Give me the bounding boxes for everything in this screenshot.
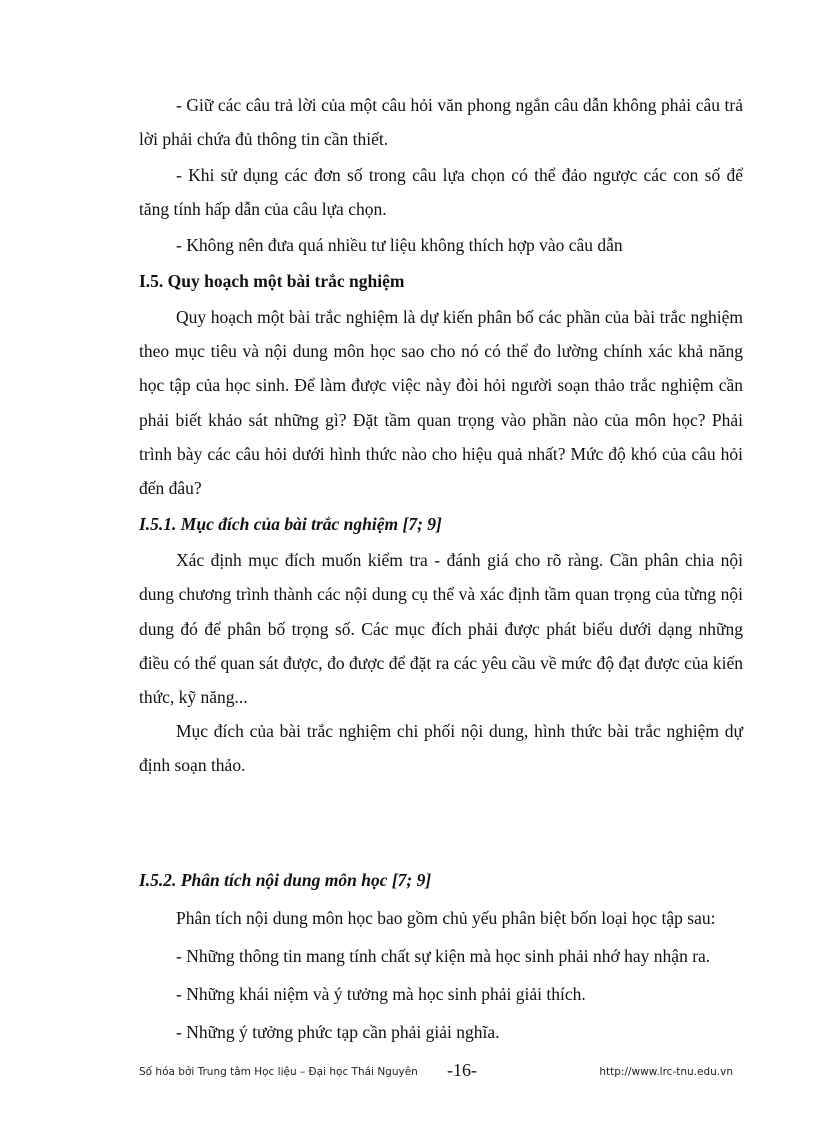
section-1-5-2-line-1: Phân tích nội dung môn học bao gồm chủ yếu phân biệt bốn loại học tập sau:	[176, 907, 716, 928]
section-1-5-1-paragraph-2: Mục đích của bài trắc nghiệm chi phối nội dung, hình thức bài trắc nghiệm dự định soạn thảo.	[139, 721, 743, 776]
intro-bullet-1: - Giữ các câu trả lời của một câu hỏi văn phong ngắn câu dẫn không phải câu trả lời phải chứa đủ thông tin cần thiết.	[139, 95, 743, 149]
section-1-5-paragraph: Quy hoạch một bài trắc nghiệm là dự kiến phân bố các phần của bài trắc nghiệm theo mục tiêu và nội dung môn học sao cho nó có thể đo lường chính xác khả năng học tập của học sinh. Để làm được việc này đòi hỏi người soạn thảo trắc nghiệm cần phải biết khảo sát những gì? Đặt tầm quan trọng vào phần nào của môn học? Phải trình bày các câu hỏi dưới hình thức nào cho hiệu quả nhất? Mức độ khó của câu hỏi đến đâu?	[139, 307, 743, 499]
section-heading-1-5-1: I.5.1. Mục đích của bài trắc nghiệm [7; 9]	[139, 514, 442, 535]
footer-source-text: Số hóa bởi Trung tâm Học liệu – Đại học Thái Nguyên	[139, 1066, 418, 1078]
footer-url: http://www.lrc-tnu.edu.vn	[599, 1066, 733, 1078]
section-heading-1-5-2: I.5.2. Phân tích nội dung môn học [7; 9]	[139, 869, 432, 890]
section-heading-1-5: I.5. Quy hoạch một bài trắc nghiệm	[139, 271, 405, 291]
intro-bullet-2: - Khi sử dụng các đơn số trong câu lựa chọn có thể đảo ngược các con số để tăng tính hấp dẫn của câu lựa chọn.	[139, 165, 743, 219]
section-1-5-2-line-4: - Những ý tưởng phức tạp cần phải giải nghĩa.	[176, 1021, 500, 1042]
section-1-5-1-paragraph-1: Xác định mục đích muốn kiểm tra - đánh giá cho rõ ràng. Cần phân chia nội dung chương trình thành các nội dung cụ thể và xác định tầm quan trọng của từng nội dung đó để phân bố trọng số. Các mục đích phải được phát biểu dưới dạng những điều có thể quan sát được, đo được để đặt ra các yêu cầu về mức độ đạt được của kiến thức, kỹ năng...	[139, 550, 743, 708]
section-1-5-2-line-3: - Những khái niệm và ý tưởng mà học sinh phải giải thích.	[176, 983, 586, 1004]
page-footer	[139, 1060, 743, 1084]
page-number: -16-	[447, 1060, 477, 1080]
vertical-spacer	[139, 783, 743, 861]
section-1-5-2-line-2: - Những thông tin mang tính chất sự kiện mà học sinh phải nhớ hay nhận ra.	[176, 945, 711, 966]
page-body	[139, 88, 743, 1051]
intro-bullet-3: - Không nên đưa quá nhiều tư liệu không thích hợp vào câu dẫn	[176, 235, 623, 255]
